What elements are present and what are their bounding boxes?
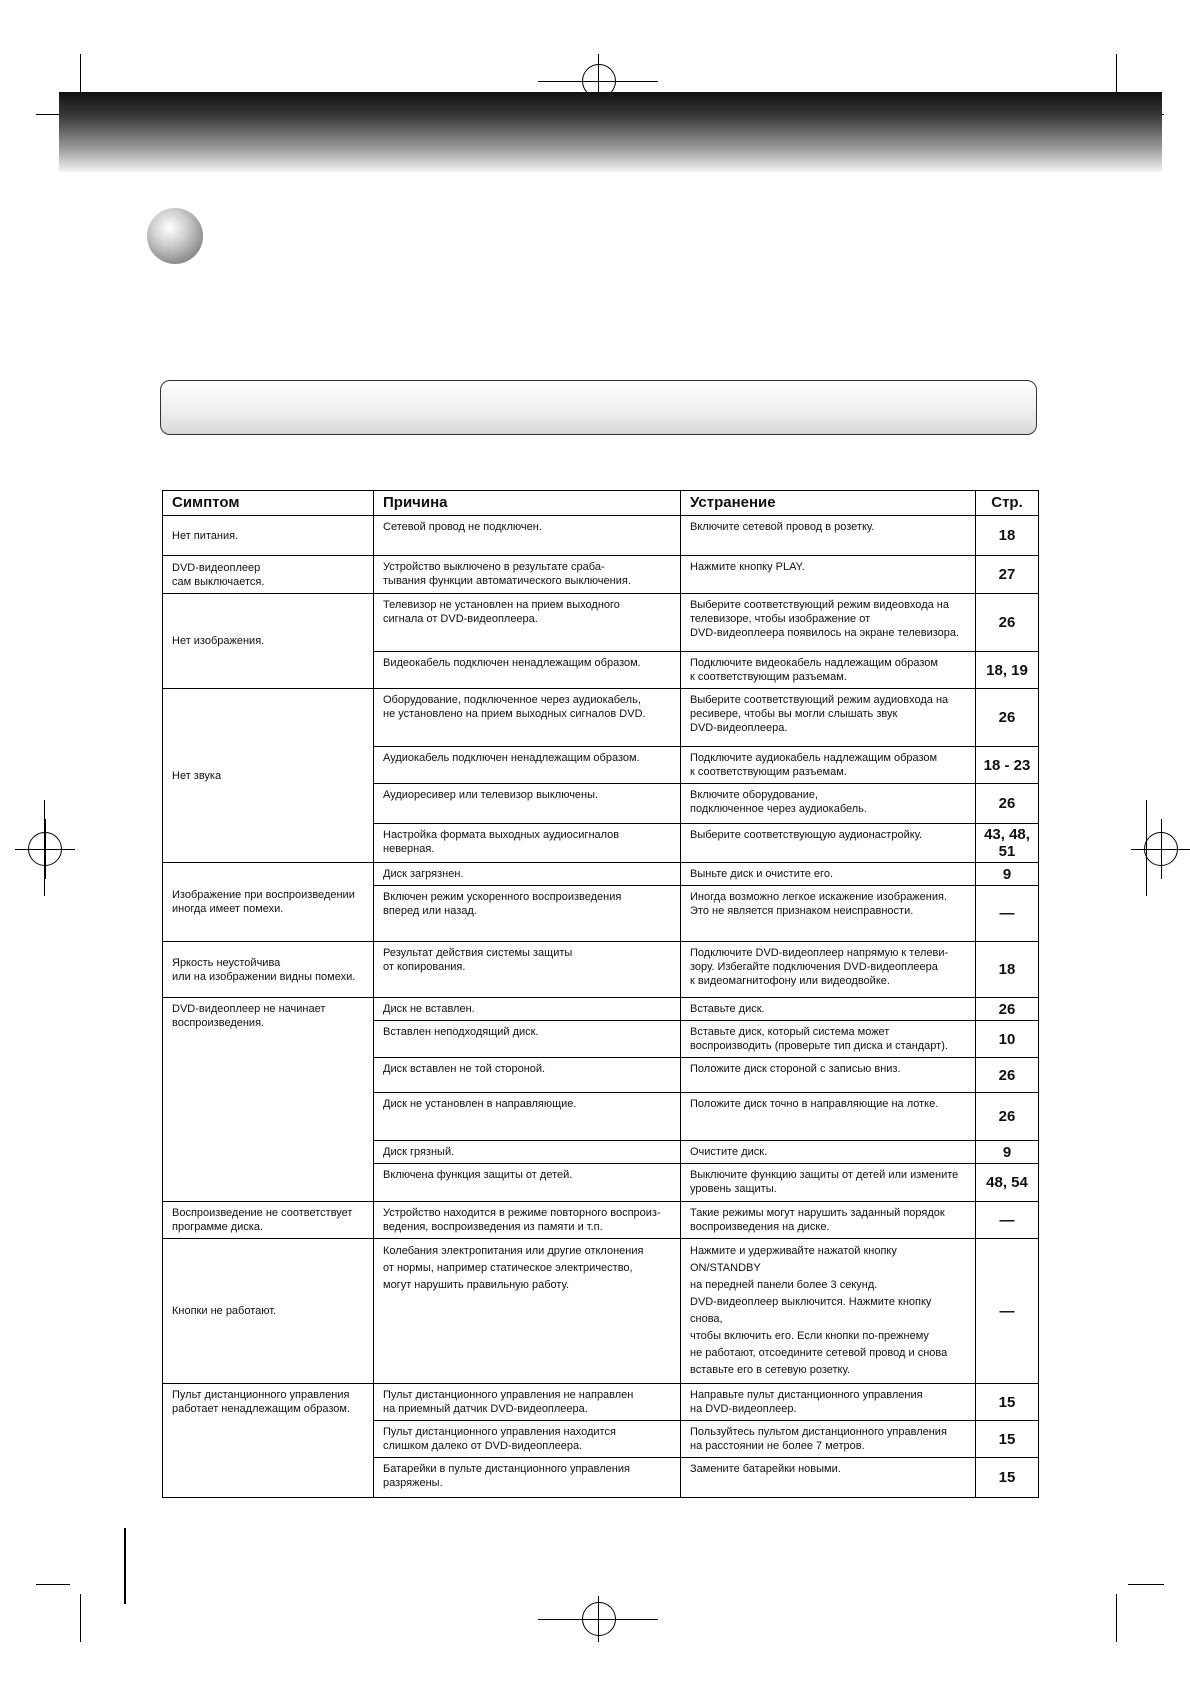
page-cell: 48, 54 (976, 1164, 1039, 1202)
remedy-cell: Выберите соответствующую аудионастройку. (681, 824, 976, 863)
page-cell: 26 (976, 594, 1039, 652)
symptom-cell: Нет изображения. (163, 594, 374, 689)
page-cell: 18 - 23 (976, 747, 1039, 784)
remedy-cell: Замените батарейки новыми. (681, 1458, 976, 1498)
header-remedy: Устранение (681, 491, 976, 516)
page-cell: — (976, 886, 1039, 942)
page-cell: 43, 48, 51 (976, 824, 1039, 863)
page-cell: — (976, 1202, 1039, 1239)
page-cell: 18, 19 (976, 652, 1039, 689)
remedy-cell: Подключите видеокабель надлежащим образом к соответствующим разъемам. (681, 652, 976, 689)
remedy-cell: Подключите DVD-видеоплеер напрямую к телеви- зору. Избегайте подключения DVD-видеоплеера к видеомагнитофону или видеодвойке. (681, 942, 976, 998)
cause-cell: Пульт дистанционного управления не направлен на приемный датчик DVD-видеоплеера. (374, 1384, 681, 1421)
cause-cell: Включена функция защиты от детей. (374, 1164, 681, 1202)
table-row (163, 594, 1039, 652)
cause-cell: Диск загрязнен. (374, 863, 681, 886)
remedy-cell: Выключите функцию защиты от детей или измените уровень защиты. (681, 1164, 976, 1202)
remedy-cell: Выберите соответствующий режим видеовхода на телевизоре, чтобы изображение от DVD-видеоплеера появилось на экране телевизора. (681, 594, 976, 652)
cause-cell: Устройство выключено в результате сраба- тывания функции автоматического выключения. (374, 556, 681, 594)
cause-cell: Телевизор не установлен на прием выходного сигнала от DVD-видеоплеера. (374, 594, 681, 652)
remedy-cell: Вставьте диск, который система может воспроизводить (проверьте тип диска и стандарт). (681, 1021, 976, 1058)
page-cell: 10 (976, 1021, 1039, 1058)
cause-cell: Колебания электропитания или другие отклонения от нормы, например статическое электричество, могут нарушить правильную работу. (374, 1239, 681, 1384)
registration-mark-right (1144, 832, 1178, 866)
remedy-cell: Очистите диск. (681, 1141, 976, 1164)
table-body (163, 516, 1039, 1498)
symptom-cell: DVD-видеоплеер сам выключается. (163, 556, 374, 594)
cause-cell: Оборудование, подключенное через аудиокабель, не установлено на прием выходных сигналов DVD. (374, 689, 681, 747)
cause-cell: Вставлен неподходящий диск. (374, 1021, 681, 1058)
section-bullet-icon (147, 208, 203, 264)
cause-cell: Аудиоресивер или телевизор выключены. (374, 784, 681, 824)
page-cell: 18 (976, 516, 1039, 556)
troubleshooting-table (162, 490, 1039, 1498)
page-cell: 26 (976, 1058, 1039, 1093)
table-row (163, 1384, 1039, 1421)
symptom-cell: DVD-видеоплеер не начинает воспроизведения. (163, 998, 374, 1202)
cause-cell: Диск не установлен в направляющие. (374, 1093, 681, 1141)
cause-cell: Сетевой провод не подключен. (374, 516, 681, 556)
page-cell: 15 (976, 1458, 1039, 1498)
registration-mark-left (28, 832, 62, 866)
section-title-box (160, 380, 1037, 435)
page-cell: 18 (976, 942, 1039, 998)
remedy-cell: Положите диск стороной с записью вниз. (681, 1058, 976, 1093)
remedy-cell: Включите сетевой провод в розетку. (681, 516, 976, 556)
remedy-cell: Направьте пульт дистанционного управления на DVD-видеоплеер. (681, 1384, 976, 1421)
cause-cell: Диск не вставлен. (374, 998, 681, 1021)
header-band (59, 92, 1162, 172)
remedy-cell: Выньте диск и очистите его. (681, 863, 976, 886)
symptom-cell: Изображение при воспроизведении иногда имеет помехи. (163, 863, 374, 942)
cause-cell: Настройка формата выходных аудиосигналов неверная. (374, 824, 681, 863)
table-row (163, 998, 1039, 1021)
page-cell: 27 (976, 556, 1039, 594)
remedy-cell: Выберите соответствующий режим аудиовхода на ресивере, чтобы вы могли слышать звук DVD-видеоплеера. (681, 689, 976, 747)
cause-cell: Диск вставлен не той стороной. (374, 1058, 681, 1093)
symptom-cell: Пульт дистанционного управления работает ненадлежащим образом. (163, 1384, 374, 1498)
symptom-cell: Воспроизведение не соответствует программе диска. (163, 1202, 374, 1239)
header-symptom: Симптом (163, 491, 374, 516)
remedy-cell: Включите оборудование, подключенное через аудиокабель. (681, 784, 976, 824)
cause-cell: Результат действия системы защиты от копирования. (374, 942, 681, 998)
symptom-cell: Нет питания. (163, 516, 374, 556)
cause-cell: Устройство находится в режиме повторного воспроиз- ведения, воспроизведения из памяти и т.п. (374, 1202, 681, 1239)
remedy-cell: Пользуйтесь пультом дистанционного управления на расстоянии не более 7 метров. (681, 1421, 976, 1458)
table-row (163, 689, 1039, 747)
remedy-cell: Подключите аудиокабель надлежащим образом к соответствующим разъемам. (681, 747, 976, 784)
page-cell: — (976, 1239, 1039, 1384)
remedy-cell: Нажмите и удерживайте нажатой кнопку ON/STANDBY на передней панели более 3 секунд. DVD-видеоплеер выключится. Нажмите кнопку снова, чтобы включить его. Если кнопки по-прежнему не работают, отсоедините сетевой провод и снова вставьте его в сетевую розетку. (681, 1239, 976, 1384)
cause-cell: Видеокабель подключен ненадлежащим образом. (374, 652, 681, 689)
cause-cell: Аудиокабель подключен ненадлежащим образом. (374, 747, 681, 784)
remedy-cell: Положите диск точно в направляющие на лотке. (681, 1093, 976, 1141)
cause-cell: Диск грязный. (374, 1141, 681, 1164)
remedy-cell: Иногда возможно легкое искажение изображения. Это не является признаком неисправности. (681, 886, 976, 942)
page-cell: 15 (976, 1384, 1039, 1421)
symptom-cell: Кнопки не работают. (163, 1239, 374, 1384)
remedy-cell: Такие режимы могут нарушить заданный порядок воспроизведения на диске. (681, 1202, 976, 1239)
page-cell: 26 (976, 689, 1039, 747)
table-row (163, 516, 1039, 556)
remedy-cell: Нажмите кнопку PLAY. (681, 556, 976, 594)
table-header-row (163, 491, 1039, 516)
cause-cell: Батарейки в пульте дистанционного управления разряжены. (374, 1458, 681, 1498)
header-cause: Причина (374, 491, 681, 516)
cause-cell: Включен режим ускоренного воспроизведения вперед или назад. (374, 886, 681, 942)
table-row (163, 556, 1039, 594)
page-cell: 26 (976, 1093, 1039, 1141)
remedy-cell: Вставьте диск. (681, 998, 976, 1021)
page-cell: 26 (976, 784, 1039, 824)
symptom-cell: Яркость неустойчива или на изображении видны помехи. (163, 942, 374, 998)
page-cell: 9 (976, 1141, 1039, 1164)
header-page: Стр. (976, 491, 1039, 516)
table-row (163, 863, 1039, 886)
cause-cell: Пульт дистанционного управления находится слишком далеко от DVD-видеоплеера. (374, 1421, 681, 1458)
table-row (163, 1239, 1039, 1384)
page-cell: 15 (976, 1421, 1039, 1458)
page-cell: 26 (976, 998, 1039, 1021)
symptom-cell: Нет звука (163, 689, 374, 863)
table-row (163, 942, 1039, 998)
table-row (163, 1202, 1039, 1239)
page-cell: 9 (976, 863, 1039, 886)
